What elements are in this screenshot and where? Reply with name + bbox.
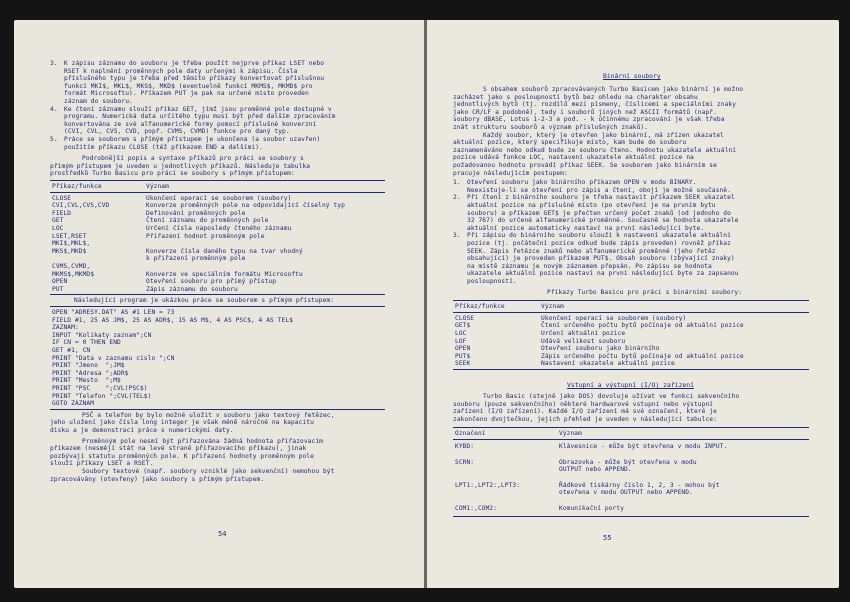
table-header-rule — [453, 312, 809, 313]
io-table-bottom-rule — [453, 516, 809, 517]
list-number: 2. — [453, 194, 461, 202]
list-item-line: formát Microsoftu). Příkazem PUT je pak na určené místo proveden — [64, 90, 309, 98]
example-intro: Následující program je ukázkou práce se souborem s přímým přístupem: — [74, 297, 335, 305]
io-cell-meaning: otevřena v modu OUTPUT nebo APPEND. — [559, 489, 693, 497]
paragraph-line: Soubory textové (např. soubory vzniklé jako sekvenční) nemohou být — [82, 468, 335, 475]
list-item-line: pozice (tj. počáteční pozice odkud bude zápis proveden) rovněž příkaz — [467, 240, 731, 247]
list-number: 3. — [50, 60, 58, 67]
table-cell-meaning: Konverze čísla daného typu na tvar vhodný — [146, 247, 303, 255]
list-item-line: obsahující) je proveden příkazem PUT$. Obsah souboru (zbývající znaky) — [467, 255, 735, 263]
code-line: INPUT "Kolikaty zaznam";CN — [52, 331, 152, 339]
paragraph-line: jako CR/LF a podobně), tedy i souborů jiných než ASCII formátů (např. — [453, 108, 717, 116]
list-item-line: Při čtení z binárního souboru je třeba nastavit příkazem SEEK ukazatel — [467, 194, 735, 202]
paragraph-line: zaznamenáváno nebo odkud bude ze souboru čteno. Hodnotu ukazatele aktuální — [453, 146, 737, 154]
paragraph-line: znát strukturu souborů a význam příslušných znaků). — [453, 124, 649, 131]
list-item-line: aktuální pozice automaticky nastaví na první následující byte. — [467, 224, 705, 232]
list-item-line: Otevření souboru jako binárního příkazem OPEN v modu BINARY. — [467, 179, 697, 187]
table-cell-command: MKI$,MKL$, — [52, 240, 91, 248]
table-bottom-rule — [453, 369, 809, 370]
table-top-rule — [50, 180, 385, 181]
table-cell-command: OPEN — [52, 278, 68, 286]
table-cell-command: LOF — [455, 337, 467, 345]
table-cell-command: PUT$ — [455, 352, 471, 360]
table-cell-meaning: Určení čísla naposledy čteného záznamu — [146, 225, 292, 232]
list-number: 1. — [453, 179, 461, 187]
io-cell-device: SCRN: — [455, 458, 475, 466]
code-top-rule — [50, 306, 385, 307]
table-cell-command: LOC — [455, 330, 467, 337]
paragraph-line: slouží příkazy LSET a RSET. — [50, 460, 154, 468]
right-page — [427, 20, 839, 588]
table-header-col1: Příkaz/funkce — [455, 303, 505, 311]
table-header-col2: Význam — [541, 303, 564, 311]
table-cell-meaning: Zápis záznamu do souboru — [146, 285, 238, 293]
table-header-col1: Příkaz/funkce — [52, 183, 102, 190]
table-cell-command: LSET,RSET — [52, 232, 87, 240]
table-header-col2: Význam — [146, 183, 169, 190]
section-title: Vstupní a výstupní (I/O) zařízení — [567, 381, 694, 389]
list-number: 5. — [50, 136, 58, 143]
table-cell-meaning: k přiřazení proměnným pole — [146, 255, 246, 263]
paragraph-line: PSČ a telefon by bylo možné uložit v souboru jako textový řetězec, — [82, 411, 335, 419]
table-cell-meaning: Zápis určeného počtu bytů počínaje od aktuální pozice — [541, 352, 744, 360]
list-item-line: SEEK. Zápis řetězce znaků nebo alfanumerické proměnné (jeho řetěz — [467, 247, 716, 255]
table-cell-meaning: Definování proměnných pole — [146, 209, 246, 217]
code-line: PRINT "Mesto ";M$ — [52, 377, 121, 385]
paragraph-line: přímým přístupem je uveden u jednotlivých příkazů. Následuje tabulka — [50, 162, 311, 170]
code-line: PRINT "Adresa ";ADR$ — [52, 369, 129, 377]
list-item-line: posloupností. — [467, 278, 517, 285]
paragraph-line: jeho uložení jako čísla long integer je však méně náročné na kapacitu — [50, 419, 314, 427]
list-item-line: aktuální pozice na příslušné místo (po otevření je na prvním bytu — [467, 202, 716, 209]
list-item-line: (CVI, CVL, CVS, CVD, popř. CVMS, CVMD) funkce pro daný typ. — [64, 128, 290, 136]
table-cell-meaning: Určení aktuální pozice — [541, 330, 626, 337]
code-line: FIELD #1, 25 AS JM$, 25 AS ADR$, 15 AS M$, 4 AS PSC$, 4 AS TEL$ — [52, 316, 293, 324]
table-cell-command: GET — [52, 217, 64, 225]
code-bottom-rule — [50, 409, 385, 410]
table-intro: Příkazy Turbo Basicu pro práci s binárními soubory: — [547, 288, 743, 296]
paragraph-line: souboru (pouze sekvenčního) některé hardwarové vstupní nebo výstupní — [453, 400, 714, 408]
code-line: PRINT "Jmeno ";JM$ — [52, 362, 125, 370]
paragraph-line: disku a je demonstrací práce s numerickými daty. — [50, 427, 234, 434]
list-item-line: příslušného typu je třeba před těmito příkazy konvertovat příslušnou — [64, 75, 325, 83]
list-item-line: ukazatele aktuální pozice nastaví na první následující byte za zapsanou — [467, 270, 739, 278]
io-cell-meaning: OUTPUT nebo APPEND. — [559, 466, 632, 474]
list-item-line: Neexistuje-li se otevření pro zápis a čtení, obojí je možné současně. — [467, 186, 731, 194]
table-top-rule — [453, 300, 809, 301]
list-item-line: Práce se souborem s přímým přístupem je ukončena (a soubor uzavřen) — [64, 136, 321, 143]
paragraph-line: zpracovávány (otevřeny) jako soubory s přímým přístupem. — [50, 475, 265, 483]
table-cell-command: PUT — [52, 285, 64, 293]
list-item-line: RSET k naplnění proměnných pole daty určenými k zápisu. Čísla — [64, 67, 298, 75]
paragraph-line: Podrobnější popis a syntaxe příkazů pro práci se soubory s — [82, 155, 304, 163]
table-cell-command: LOC — [52, 225, 64, 232]
code-line: OPEN "ADRESY.DAT" AS #1 LEN = 73 — [52, 309, 175, 316]
list-item-line: Při zápisu do binárního souboru slouží k nastavení ukazatele aktuální — [467, 232, 731, 240]
paragraph-line: pozice udává funkce LOC, nastavení ukazatele aktuální pozice na — [453, 154, 694, 162]
io-cell-device: LPT1:,LPT2:,LPT3: — [455, 481, 521, 489]
paragraph-line: jednotlivých bytů (tj. rozdílů mezi písmeny, číslicemi a speciálními znaky — [453, 101, 737, 109]
code-line: ZAZNAM: — [52, 324, 79, 332]
list-item-line: K zápisu záznamu do souboru je třeba použít nejprve příkaz LSET nebo — [64, 60, 325, 67]
io-table-top-rule — [453, 427, 809, 428]
list-number: 4. — [50, 105, 58, 113]
list-item-line: na místě záznamu je novým záznamem přepsán. Po zápisu se hodnota — [467, 262, 712, 270]
table-cell-meaning: Udává velikost souboru — [541, 337, 626, 345]
code-line: GET #1, CN — [52, 347, 91, 354]
table-cell-command: MKMS$,MKMD$ — [52, 270, 95, 278]
page-number: 55 — [603, 534, 612, 542]
list-item-line: konvertována ze své alfanumerické formy pomocí příslušné konverzní — [64, 120, 317, 128]
list-item-line: 32 767) do určené alfanumerické proměnné. Současně se hodnota ukazatele — [467, 217, 739, 225]
table-cell-meaning: Ukončení operací se souborem (soubory) — [541, 314, 687, 322]
section-title: Binární soubory — [603, 72, 661, 80]
table-header-rule — [50, 192, 385, 193]
io-cell-device: KYBD: — [455, 443, 475, 450]
table-cell-command: GET$ — [455, 322, 471, 330]
code-line: IF CN = 0 THEN END — [52, 339, 121, 347]
paragraph-line: soubory dBASE, Lotus 1-2-3 a pod. - k účinnému zpracování je však třeba — [453, 116, 725, 124]
io-cell-meaning: Obrazovka - může být otevřena v modu — [559, 458, 697, 466]
table-cell-meaning: Přiřazení hodnot proměnným pole — [146, 232, 265, 240]
table-cell-meaning: Ukončení operací se souborem (soubory) — [146, 194, 292, 202]
list-item-line: funkcí MKI$, MKL$, MKS$, MKD$ (eventuelně funkcí MKMS$, MKMD$ pro — [64, 82, 313, 90]
table-cell-command: CLOSE — [52, 194, 72, 202]
paragraph-line: prostředků Turbo Basicu pro práci se soubory s přímým přístupem: — [50, 170, 295, 178]
list-number: 3. — [453, 232, 461, 240]
io-header-col2: Význam — [559, 430, 582, 438]
code-line: GOTO ZAZNAM — [52, 400, 95, 408]
list-item-line: Ke čtení záznamu slouží příkaz GET, jímž jsou proměnné pole dostupné v — [64, 105, 332, 113]
table-cell-command: OPEN — [455, 345, 471, 353]
table-cell-command: CVI,CVL,CVS,CVD — [52, 202, 110, 210]
table-cell-command: SEEK — [455, 360, 471, 368]
paragraph-line: příkazem (nesmějí stát na levé straně přiřazovacího příkazu), jinak — [50, 445, 307, 453]
table-bottom-rule — [50, 294, 385, 295]
list-item-line: programu. Numerická data určitého typu musí být před dalším zpracováním — [64, 113, 336, 121]
io-table-header-rule — [453, 439, 809, 440]
io-cell-device: COM1:,COM2: — [455, 505, 498, 512]
table-cell-meaning: Čtení určeného počtu bytů počínaje od aktuální pozice — [541, 322, 744, 330]
table-cell-meaning: Otevření souboru jako binárního — [541, 345, 660, 353]
io-cell-meaning: Řádkové tiskárny číslo 1, 2, 3 - mohou být — [559, 481, 720, 489]
code-line: PRINT "Telefon ";CVL(TEL$) — [52, 392, 152, 400]
table-cell-meaning: Konverze proměnných pole na odpovídající číselný typ — [146, 202, 345, 210]
paragraph-line: zařízení (I/O zařízení). Každé I/O zařízení má své označení, které je — [453, 408, 717, 416]
page-number: 54 — [218, 530, 227, 538]
table-cell-command: FIELD — [52, 209, 72, 217]
table-cell-command: CVMS,CVMD, — [52, 263, 91, 270]
io-cell-meaning: Komunikační porty — [559, 505, 625, 512]
io-cell-meaning: Klávesnice - může být otevřena v modu INPUT. — [559, 443, 728, 450]
table-cell-meaning: Čtení záznamu do proměnných pole — [146, 217, 269, 225]
paragraph-line: zacházet jako s posloupností bytů bez ohledu na charakter obsahu — [453, 93, 698, 101]
paragraph-line: Každý soubor, který je otevřen jako binární, má zřízen ukazatel — [483, 131, 724, 139]
paragraph-line: pozbývají statutu proměnných pole. K přiřazení hodnoty proměnným pole — [50, 452, 314, 460]
table-cell-meaning: Nastavení ukazatele aktuální pozice — [541, 360, 675, 368]
left-page — [14, 20, 424, 588]
table-cell-meaning: Konverze ve speciálním formátu Microsoftu — [146, 270, 303, 278]
paragraph-line: pracuje následujícím postupem: — [453, 169, 568, 177]
table-cell-command: CLOSE — [455, 314, 475, 322]
paragraph-line: zakončeno dvojtečkou, jejich přehled je uveden v následující tabulce: — [453, 415, 717, 423]
paragraph-line: Turbo Basic (stejně jako DOS) dovoluje užívat ve funkci sekvenčního — [483, 393, 740, 400]
list-item-line: záznam do souboru. — [64, 98, 133, 105]
list-item-line: použitím příkazu CLOSE (též příkazem END a dalšími). — [64, 143, 263, 151]
table-cell-command: MKS$,MKD$ — [52, 247, 87, 255]
code-line: PRINT "PSC ";CVL(PSC$) — [52, 385, 148, 392]
paragraph-line: požadovanou hodnotu provádí příkaz SEEK. Se souborem jako binárním se — [453, 162, 717, 169]
paragraph-line: Proměnným pole nesmí být přiřazována žádná hodnota přiřazovacím — [82, 437, 323, 445]
io-header-col1: Označení — [455, 430, 486, 438]
list-item-line: souboru) a příkazem GET$ je přečten určený počet znaků (od jednoho do — [467, 209, 731, 217]
code-line: PRINT "Data v zaznamu cislo ";CN — [52, 354, 175, 362]
table-cell-meaning: Otevření souboru pro přímý přístup — [146, 278, 277, 286]
paragraph-line: S obsahem souborů zpracovávaných Turbo Basicem jako binární je možno — [483, 86, 744, 93]
paragraph-line: aktuální pozice, který specifikuje místo, kam bude do souboru — [453, 139, 687, 147]
